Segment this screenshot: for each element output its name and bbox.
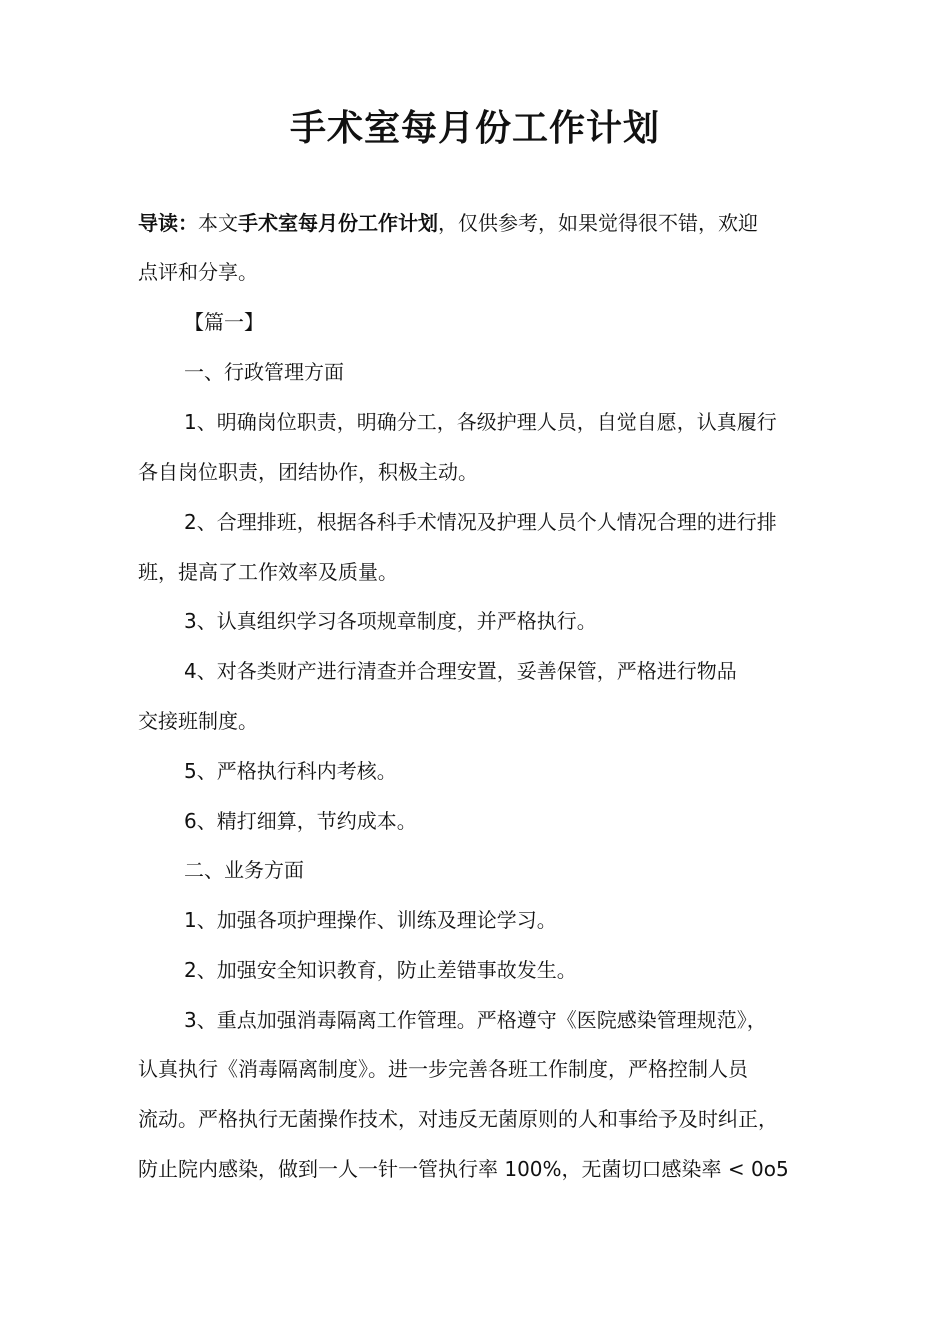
document-title: 手术室每月份工作计划 [289,108,660,149]
heading-administration: 一、行政管理方面 [184,360,344,384]
paragraph-line: 3、重点加强消毒隔离工作管理。严格遵守《医院感染管理规范》， [184,1008,767,1032]
intro-line-1 [138,208,838,238]
paragraph-line: 1、明确岗位职责，明确分工，各级护理人员，自觉自愿，认真履行 [184,410,777,434]
paragraph-line: 5、严格执行科内考核。 [184,759,397,783]
paragraph-line: 2、合理排班，根据各科手术情况及护理人员个人情况合理的进行排 [184,510,777,534]
paragraph-line: 4、对各类财产进行清查并合理安置，妥善保管，严格进行物品 [184,659,737,683]
paragraph-line: 防止院内感染，做到一人一针一管执行率 100%，无菌切口感染率 < 0o5 [138,1157,789,1181]
paragraph-line: 6、精打细算，节约成本。 [184,809,417,833]
intro-text-b: ，仅供参考，如果觉得很不错，欢迎 [438,211,758,235]
intro-line-2: 点评和分享。 [138,260,258,284]
paragraph-line: 认真执行《消毒隔离制度》。进一步完善各班工作制度，严格控制人员 [138,1057,748,1081]
paragraph-line: 3、认真组织学习各项规章制度，并严格执行。 [184,609,597,633]
paragraph-line: 各自岗位职责，团结协作，积极主动。 [138,460,478,484]
paragraph-line: 2、加强安全知识教育，防止差错事故发生。 [184,958,577,982]
intro-bold-title: 手术室每月份工作计划 [238,211,438,235]
paragraph-line: 流动。严格执行无菌操作技术，对违反无菌原则的人和事给予及时纠正， [138,1107,778,1131]
paragraph-line: 班，提高了工作效率及质量。 [138,560,398,584]
heading-business: 二、业务方面 [184,858,304,882]
intro-text-a: 本文 [198,211,238,235]
intro-label: 导读： [138,211,198,235]
paragraph-line: 1、加强各项护理操作、训练及理论学习。 [184,908,557,932]
paragraph-line: 交接班制度。 [138,709,258,733]
section-tag: 【篇一】 [184,310,264,334]
